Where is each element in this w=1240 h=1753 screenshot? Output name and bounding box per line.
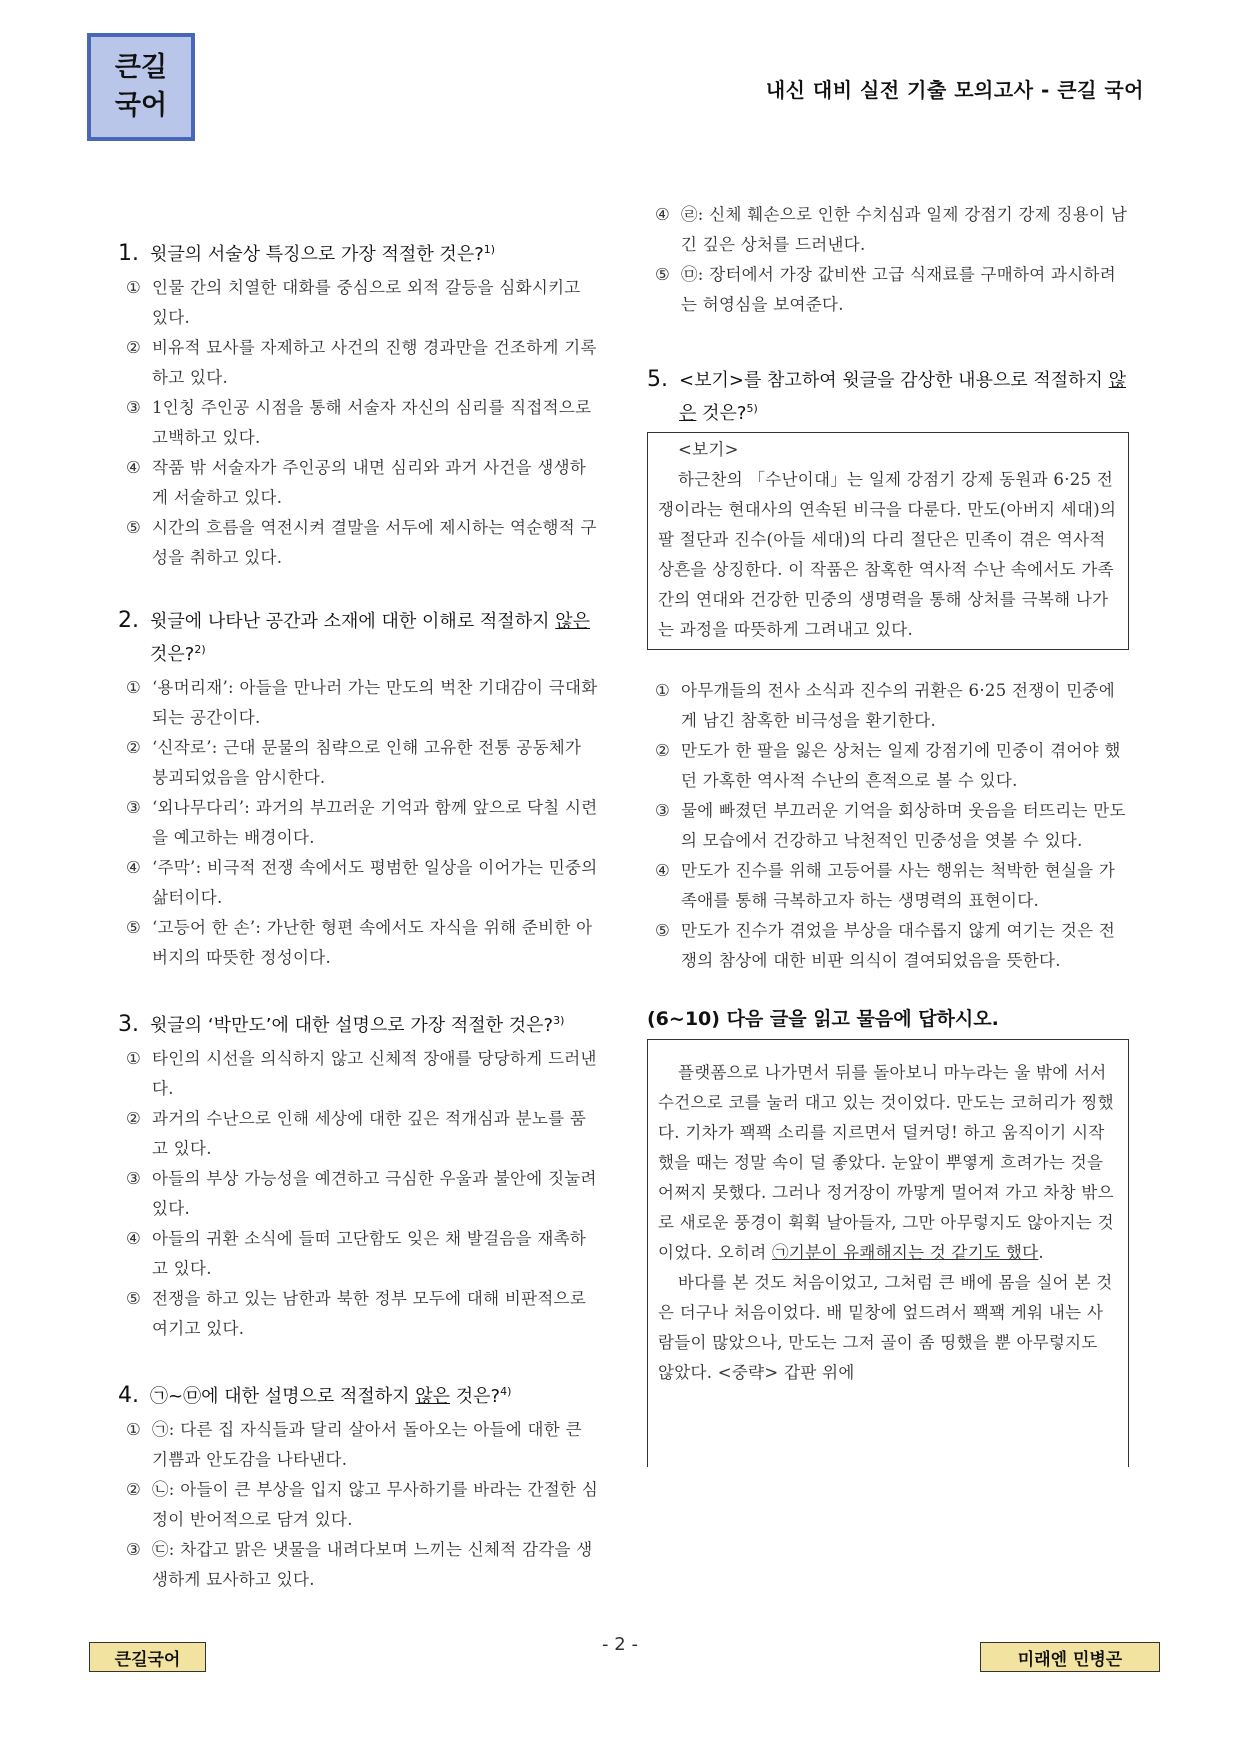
question-1-stem	[118, 236, 600, 269]
reading-passage	[647, 1039, 1129, 1467]
option[interactable]: ④ ㉣: 신체 훼손으로 인한 수치심과 일제 강점기 강제 징용이 남긴 깊은 상처를 드러낸다.	[655, 205, 1128, 254]
option[interactable]: ③ ㉢: 차갑고 맑은 냇물을 내려다보며 느끼는 신체적 감각을 생생하게 묘사하고 있다.	[126, 1540, 593, 1589]
footer-left-label: 큰길국어	[89, 1642, 206, 1672]
option[interactable]: ⑤ 만도가 진수가 겪었을 부상을 대수롭지 않게 여기는 것은 전쟁의 참상에 대한 비판 의식이 결여되었음을 뜻한다.	[655, 921, 1116, 970]
option[interactable]: ③ 아들의 부상 가능성을 예견하고 극심한 우울과 불안에 짓눌려 있다.	[126, 1169, 597, 1218]
bogi-box	[647, 432, 1129, 650]
option[interactable]: ② ‘신작로’: 근대 문물의 침략으로 인해 고유한 전통 공동체가 붕괴되었음을 암시한다.	[126, 738, 582, 787]
question-4-stem: 4. ㉠~㉤에 대한 설명으로 적절하지 않은 것은?$^{4)}$	[118, 1383, 512, 1408]
bogi-label: <보기>	[678, 440, 739, 459]
question-4-continued	[647, 200, 1129, 320]
option[interactable]: ④ 만도가 진수를 위해 고등어를 사는 행위는 척박한 현실을 가족애를 통해 극복하고자 하는 생명력의 표현이다.	[655, 861, 1116, 910]
footnote-mark: 3)	[553, 1014, 565, 1027]
underlined-text: 않은	[415, 1386, 451, 1407]
question-number: 3.	[118, 1012, 139, 1037]
underlined-text: ㉠기분이 유쾌해지는 것 같기도 했다	[772, 1243, 1039, 1262]
footer-right-label: 미래엔 민병곤	[980, 1642, 1160, 1672]
bogi-text: 하근찬의 「수난이대」는 일제 강점기 강제 동원과 6·25 전쟁이라는 현대사의 연속된 비극을 다룬다. 만도(아버지 세대)의 팔 절단과 진수(아들 세대)의 다리 절단은 민족이 겪은 역사적 상흔을 상징한다. 이 작품은 참혹한 역사적 수난 속에서도 가족 간의 연대와 건강한 민중의 생명력을 통해 상처를 극복해 나가는 과정을 따뜻하게 그려내고 있다.	[658, 470, 1117, 639]
footnote-mark: 1)	[483, 243, 496, 256]
option[interactable]: ④ 작품 밖 서술자가 주인공의 내면 심리와 과거 사건을 생생하게 서술하고 있다.	[126, 458, 587, 507]
question-number: 5.	[647, 367, 668, 392]
footnote-mark: 4)	[500, 1385, 512, 1398]
page-number: - 2 -	[602, 1634, 638, 1655]
option[interactable]: ⑤ 시간의 흐름을 역전시켜 결말을 서두에 제시하는 역순행적 구성을 취하고 있다.	[126, 518, 597, 567]
question-3-stem	[118, 1007, 600, 1040]
underlined-text: 않은	[555, 611, 590, 632]
option[interactable]: ① 타인의 시선을 의식하지 않고 신체적 장애를 당당하게 드러낸다.	[126, 1049, 597, 1098]
question-5-stem: 5. <보기>를 참고하여 윗글을 감상한 내용으로 적절하지 않은 것은?$^{5)}$	[647, 367, 1127, 424]
question-4	[118, 1378, 600, 1595]
option[interactable]: ④ 아들의 귀환 소식에 들떠 고단함도 잊은 채 발걸음을 재촉하고 있다.	[126, 1229, 587, 1278]
option[interactable]: ① ㉠: 다른 집 자식들과 달리 살아서 돌아오는 아들에 대한 큰 기쁨과 안도감을 나타낸다.	[126, 1420, 582, 1469]
question-1	[118, 236, 600, 573]
footnote-mark: 5)	[746, 402, 758, 415]
option[interactable]: ⑤ ‘고등어 한 손’: 가난한 형편 속에서도 자식을 위해 준비한 아버지의 따뜻한 정성이다.	[126, 918, 593, 967]
passage-paragraph: 바다를 본 것도 처음이었고, 그처럼 큰 배에 몸을 실어 본 것은 더구나 처음이었다. 배 밑창에 엎드려서 꽥꽥 게워 내는 사람들이 많았으나, 만도는 그저 골이 좀 띵했을 뿐 아무렇지도 않았다. <중략> 갑판 위에	[658, 1273, 1113, 1382]
question-number: 2.	[118, 608, 139, 633]
passage-paragraph: 플랫폼으로 나가면서 뒤를 돌아보니 마누라는 울 밖에 서서 수건으로 코를 눌러 대고 있는 것이었다. 만도는 코허리가 찡했다. 기차가 꽥꽥 소리를 지르면서 덜커덩! 하고 움직이기 시작했을 때는 정말 속이 덜 좋았다. 눈앞이 뿌옇게 흐려가는 것을 어쩌지 못했다. 그러나 정거장이 까맣게 멀어져 가고 차창 밖으로 새로운 풍경이 휙휙 날아들자, 그만 아무렇지도 않아지는 것이었다. 오히려 ㉠기분이 유쾌해지는 것 같기도 했다.	[658, 1063, 1114, 1262]
option[interactable]: ③ 1인칭 주인공 시점을 통해 서술자 자신의 심리를 직접적으로 고백하고 있다.	[126, 398, 592, 447]
question-2-stem: 2. 윗글에 나타난 공간과 소재에 대한 이해로 적절하지 않은 것은?$^{2)}$	[118, 608, 590, 665]
right-column	[647, 200, 1129, 1467]
question-number: 4.	[118, 1383, 139, 1408]
option[interactable]: ① ‘용머리재’: 아들을 만나러 가는 만도의 벅찬 기대감이 극대화되는 공간이다.	[126, 678, 598, 727]
question-2	[118, 607, 600, 973]
section-title: (6~10) 다음 글을 읽고 물음에 답하시오.	[647, 1008, 999, 1030]
option[interactable]: ⑤ 전쟁을 하고 있는 남한과 북한 정부 모두에 대해 비판적으로 여기고 있다.	[126, 1289, 587, 1338]
question-number: 1.	[118, 241, 139, 266]
question-5	[647, 366, 1129, 976]
option[interactable]: ③ ‘외나무다리’: 과거의 부끄러운 기억과 함께 앞으로 닥칠 시련을 예고하는 배경이다.	[126, 798, 598, 847]
option[interactable]: ② 비유적 묘사를 자제하고 사건의 진행 경과만을 건조하게 기록하고 있다.	[126, 338, 597, 387]
left-column	[118, 236, 600, 1629]
logo-line-1: 큰길	[114, 52, 168, 83]
option[interactable]: ② 만도가 한 팔을 잃은 상처는 일제 강점기에 민중이 겪어야 했던 가혹한 역사적 수난의 흔적으로 볼 수 있다.	[655, 741, 1121, 790]
question-text: 윗글의 서술상 특징으로 가장 적절한 것은?	[150, 244, 484, 265]
option[interactable]: ③ 물에 빠졌던 부끄러운 기억을 회상하며 웃음을 터뜨리는 만도의 모습에서 건강하고 낙천적인 민중성을 엿볼 수 있다.	[655, 801, 1126, 850]
option[interactable]: ④ ‘주막’: 비극적 전쟁 속에서도 평범한 일상을 이어가는 민중의 삶터이다.	[126, 858, 598, 907]
option[interactable]: ② ㉡: 아들이 큰 부상을 입지 않고 무사하기를 바라는 간절한 심정이 반어적으로 담겨 있다.	[126, 1480, 599, 1529]
question-text: 윗글의 ‘박만도’에 대한 설명으로 가장 적절한 것은?	[150, 1015, 554, 1036]
option[interactable]: ① 아무개들의 전사 소식과 진수의 귀환은 6·25 전쟁이 민중에게 남긴 참혹한 비극성을 환기한다.	[655, 681, 1116, 730]
option[interactable]: ⑤ ㉤: 장터에서 가장 값비싼 고급 식재료를 구매하여 과시하려는 허영심을 보여준다.	[655, 265, 1116, 314]
question-3	[118, 1007, 600, 1344]
logo-line-2: 국어	[114, 90, 168, 121]
header-title: 내신 대비 실전 기출 모의고사 - 큰길 국어	[765, 78, 1144, 102]
footnote-mark: 2)	[194, 643, 206, 656]
logo	[87, 33, 195, 141]
option[interactable]: ② 과거의 수난으로 인해 세상에 대한 깊은 적개심과 분노를 품고 있다.	[126, 1109, 587, 1158]
option[interactable]: ① 인물 간의 치열한 대화를 중심으로 외적 갈등을 심화시키고 있다.	[126, 278, 581, 327]
underlined-text: 않은	[679, 370, 1127, 424]
